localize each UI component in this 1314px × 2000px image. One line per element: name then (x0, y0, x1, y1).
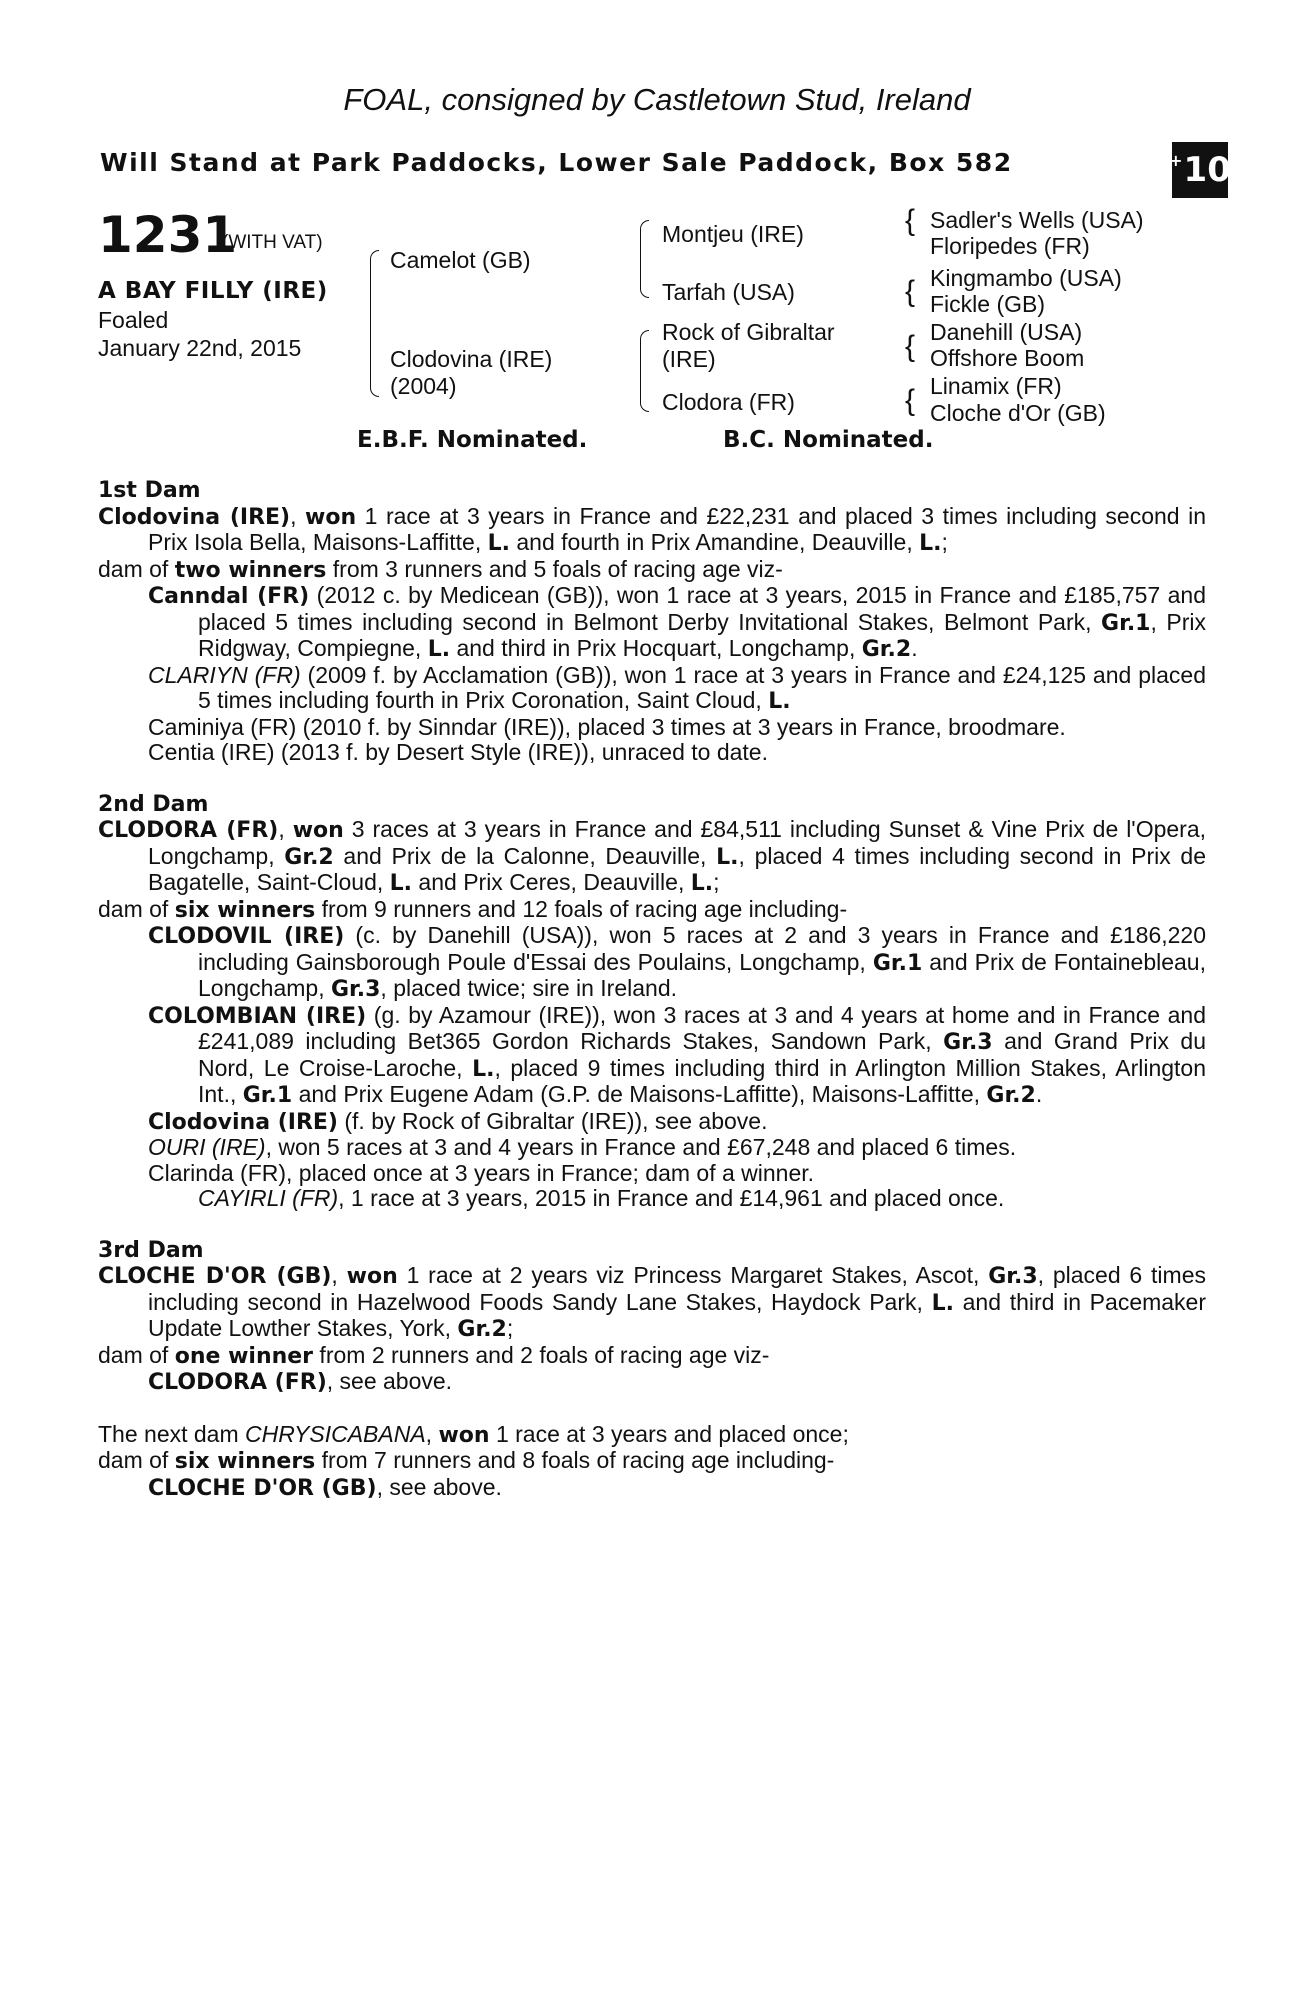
produce-entry (98, 1369, 1206, 1396)
ebf-nomination: E.B.F. Nominated. (357, 427, 588, 453)
won-label: won (305, 504, 357, 530)
produce-text: (2012 c. by Medicean (GB)), won 1 race at 3 years, 2015 in France and £185,757 and placed 5 times including second in Belmont Derby Invitational Stakes, Belmont Park, (198, 582, 1206, 635)
punctuation: ; (506, 1315, 514, 1341)
produce-text: and Prix de Fontainebleau, Longchamp, (198, 948, 1206, 1001)
dam-of-label: dam of (98, 1341, 175, 1368)
punctuation: , (425, 1420, 439, 1447)
produce-entry (98, 1109, 1206, 1136)
lot-badge (1169, 142, 1231, 198)
produce-name: COLOMBIAN (IRE) (148, 1003, 367, 1029)
catalogue-title: FOAL, consigned by Castletown Stud, Ireland (343, 82, 971, 117)
pedigree-sire: Camelot (GB) (390, 247, 531, 273)
pedigree-sire-dam: Tarfah (USA) (662, 279, 795, 305)
produce-text: (c. by Danehill (USA)), won 5 races at 2 and 3 years in France and £186,220 including Gainsborough Poule d'Essai des Poulains, Longchamp, (198, 922, 1206, 975)
dam-of-label: dam of (98, 1447, 175, 1473)
second-dam-produce-summary (98, 897, 1206, 924)
lot-number: 1231 (98, 206, 238, 264)
produce-text: , see above. (326, 1368, 453, 1394)
produce-text: , placed twice; sire in Ireland. (380, 975, 678, 1001)
first-dam-record: Clodovina (IRE), won 1 race at 3 years in France and £22,231 and placed 3 times including second in Prix Isola Bella, Maisons-Laffitte, L. and fourth in Prix Amandine, Deauville, L.; (98, 502, 1206, 556)
produce-name: Clodovina (IRE) (148, 1109, 338, 1135)
won-label: won (438, 1422, 490, 1448)
produce-name: OURI (IRE) (148, 1134, 266, 1160)
group-tag: Gr.2 (986, 1083, 1036, 1108)
pedigree-brace-2b (640, 330, 649, 412)
group-tag: Gr.3 (988, 1264, 1038, 1289)
record-text: and Prix Ceres, Deauville, (412, 869, 691, 895)
produce-text: , 1 race at 3 years, 2015 in France and £14,961 and placed once. (338, 1185, 1005, 1211)
produce-text: and third in Prix Hocquart, Longchamp, (450, 635, 862, 661)
won-label: won (346, 1264, 398, 1289)
pedigree-dam-sire-line2: (IRE) (662, 346, 716, 372)
group-tag: Gr.2 (284, 844, 334, 870)
next-dam-intro: The next dam (98, 1420, 246, 1447)
produce-text: from 3 runners and 5 foals of racing age viz- (326, 555, 783, 582)
produce-text: from 7 runners and 8 foals of racing age including- (315, 1447, 835, 1473)
produce-text: , Prix Ridgway, Compiegne, (198, 608, 1207, 661)
record-text: , placed 6 times including second in Hazelwood Foods Sandy Lane Stakes, Haydock Park, (148, 1262, 1206, 1315)
vat-note: (WITH VAT) (222, 232, 323, 253)
record-text: , placed 4 times including second in Prix de Bagatelle, Saint-Cloud, (148, 842, 1207, 895)
produce-text: (f. by Rock of Gibraltar (IRE)), see above. (337, 1107, 768, 1134)
produce-text: , placed 9 times including third in Arlington Million Stakes, Arlington Int., (198, 1054, 1207, 1107)
next-dam-record (98, 1422, 1206, 1449)
produce-text: and Prix Eugene Adam (G.P. de Maisons-Laffitte), Maisons-Laffitte, (292, 1081, 987, 1107)
pedigree-brace-3a: { (905, 204, 916, 237)
listed-tag: L. (931, 1290, 954, 1316)
third-dam-heading: 3rd Dam (98, 1237, 204, 1263)
third-dam-name: CLOCHE D'OR (GB) (98, 1264, 332, 1289)
listed-tag: L. (427, 637, 451, 662)
dam-of-label: dam of (98, 895, 175, 922)
second-dam-record: CLODORA (FR), won 3 races at 3 years in France and £84,511 including Sunset & Vine Prix de l'Opera, Longchamp, Gr.2 and Prix de la Calonne, Deauville, L., placed 4 times including second in Prix de Bagatelle, Saint-Cloud, L. and Prix Ceres, Deauville, L.; (98, 816, 1207, 896)
produce-text: , see above. (376, 1473, 502, 1500)
record-text: 3 races at 3 years in France and £84,511 including Sunset & Vine Prix de l'Opera, Longchamp, (148, 816, 1207, 869)
pedigree-dam-sire-line1: Rock of Gibraltar (662, 319, 835, 345)
first-dam-name: Clodovina (IRE) (98, 504, 291, 530)
pedigree-dsd: Offshore Boom (930, 345, 1085, 371)
record-text: 1 race at 3 years and placed once; (489, 1420, 849, 1447)
pedigree-dam-dam: Clodora (FR) (662, 389, 795, 415)
record-text: 1 race at 2 years viz Princess Margaret Stakes, Ascot, (397, 1262, 989, 1288)
bc-nomination: B.C. Nominated. (723, 427, 934, 453)
group-tag: Gr.1 (872, 950, 923, 976)
dam-of-label: dam of (98, 555, 175, 582)
group-tag: Gr.3 (943, 1030, 993, 1055)
pedigree-sss: Sadler's Wells (USA) (930, 207, 1144, 233)
listed-tag: L. (919, 531, 942, 556)
pedigree-brace-3d: { (905, 384, 916, 417)
produce-text: (g. by Azamour (IRE)), won 3 races at 3 and 4 years at home and in France and £241,089 including Bet365 Gordon Richards Stakes, Sandown Park, (198, 1001, 1206, 1054)
produce-entry (98, 1475, 1206, 1502)
group-tag: Gr.1 (1101, 610, 1151, 636)
winners-count: six winners (174, 1449, 316, 1474)
produce-entry (98, 923, 1206, 1003)
pedigree-dam-sire (662, 319, 835, 373)
pedigree-sire-sire: Montjeu (IRE) (662, 221, 804, 247)
first-dam-heading: 1st Dam (98, 478, 201, 503)
dam-history (98, 478, 1206, 1501)
group-tag: Gr.1 (242, 1083, 293, 1108)
produce-entry: Centia (IRE) (2013 f. by Desert Style (IRE)), unraced to date. (148, 739, 768, 765)
pedigree-brace-1 (370, 250, 379, 397)
record-text: 1 race at 3 years in France and £22,231 and placed 3 times including second in Prix Isola Bella, Maisons-Laffitte, (148, 502, 1206, 555)
second-dam-heading: 2nd Dam (98, 791, 209, 817)
produce-entry: Caminiya (FR) (2010 f. by Sinndar (IRE)), placed 3 times at 3 years in France, broodmare. (148, 713, 1066, 740)
foaled-date: January 22nd, 2015 (98, 335, 302, 361)
horse-name: A BAY FILLY (IRE) (98, 278, 328, 304)
group-tag: Gr.3 (330, 977, 381, 1002)
listed-tag: L. (389, 871, 413, 896)
listed-tag: L. (716, 844, 739, 870)
listed-tag: L. (487, 531, 510, 556)
produce-entry (98, 1135, 1206, 1161)
winners-count: one winner (174, 1343, 314, 1369)
pedigree-sds: Kingmambo (USA) (930, 265, 1122, 291)
produce-text: (2009 f. by Acclamation (GB)), won 1 race at 3 years in France and £24,125 and placed 5 times including fourth in Prix Coronation, Saint Cloud, (198, 661, 1206, 713)
won-label: won (292, 818, 344, 843)
next-dam-name: CHRYSICABANA (245, 1420, 426, 1447)
third-dam-record: CLOCHE D'OR (GB), won 1 race at 2 years viz Princess Margaret Stakes, Ascot, Gr.3, placed 6 times including second in Hazelwood Foods Sandy Lane Stakes, Haydock Park, L. and third in Pacemaker Update Lowther Stakes, York, Gr.2; (98, 1262, 1207, 1342)
winners-count: six winners (174, 897, 316, 923)
second-dam-name: CLODORA (FR) (98, 818, 279, 843)
foaled-info (98, 306, 301, 362)
pedigree-sdd: Fickle (GB) (930, 291, 1045, 317)
produce-name: CLODORA (FR) (148, 1370, 327, 1395)
punctuation: ; (713, 869, 720, 895)
record-text: and third in Pacemaker Update Lowther Stakes, York, (148, 1288, 1207, 1341)
stand-location: Will Stand at Park Paddocks, Lower Sale Paddock, Box 582 (100, 148, 1013, 177)
foaled-label: Foaled (98, 307, 169, 333)
produce-entry (98, 663, 1206, 715)
produce-name: CLODOVIL (IRE) (148, 924, 345, 949)
listed-tag: L. (690, 871, 714, 896)
pedigree-ssd: Floripedes (FR) (930, 233, 1090, 259)
produce-entry: Clarinda (FR), placed once at 3 years in France; dam of a winner. (148, 1159, 815, 1186)
produce-entry: COLOMBIAN (IRE) (g. by Azamour (IRE)), won 3 races at 3 and 4 years at home and in France and £241,089 including Bet365 Gordon Richards Stakes, Sandown Park, Gr.3 and Grand Prix du Nord, Le Croise-Laroche, L., placed 9 times including third in Arlington Million Stakes, Arlington Int., Gr.1 and Prix Eugene Adam (G.P. de Maisons-Laffitte), Maisons-Laffitte, Gr.2. (148, 1001, 1207, 1108)
record-text: and Prix de la Calonne, Deauville, (333, 842, 717, 869)
produce-name: CLARIYN (FR) (148, 661, 301, 688)
pedigree-dam-year: (2004) (390, 373, 457, 399)
pedigree-brace-3c: { (905, 330, 916, 363)
pedigree-dam-name: Clodovina (IRE) (390, 346, 553, 372)
next-dam-produce-summary (98, 1448, 1206, 1475)
produce-name: CLOCHE D'OR (GB) (148, 1475, 377, 1501)
first-dam-produce-summary (98, 557, 1206, 584)
produce-text: and Grand Prix du Nord, Le Croise-Laroche, (198, 1028, 1206, 1081)
pedigree-dds: Linamix (FR) (930, 373, 1062, 399)
listed-tag: L. (472, 1056, 495, 1082)
produce-name: CAYIRLI (FR) (198, 1185, 339, 1211)
produce-text: from 2 runners and 2 foals of racing age viz- (313, 1341, 770, 1368)
winners-count: two winners (174, 557, 327, 583)
third-dam-produce-summary (98, 1343, 1206, 1370)
produce-name: Canndal (FR) (148, 584, 310, 609)
badge-plus: + (1169, 150, 1183, 170)
produce-text: from 9 runners and 12 foals of racing age including- (315, 895, 848, 922)
pedigree-ddd: Cloche d'Or (GB) (930, 400, 1106, 426)
badge-number: 10 (1183, 150, 1231, 190)
pedigree-dss: Danehill (USA) (930, 319, 1083, 345)
listed-tag: L. (768, 689, 791, 714)
group-tag: Gr.2 (861, 637, 912, 662)
pedigree-dam (390, 346, 552, 400)
group-tag: Gr.2 (457, 1317, 507, 1342)
record-text: and fourth in Prix Amandine, Deauville, (510, 529, 920, 555)
pedigree-brace-3b: { (905, 275, 916, 308)
pedigree-brace-2a (640, 220, 649, 298)
produce-entry (98, 1186, 1206, 1212)
produce-entry: Canndal (FR) (2012 c. by Medicean (GB)), won 1 race at 3 years, 2015 in France and £185,757 and placed 5 times including second in Belmont Derby Invitational Stakes, Belmont Park, Gr.1, Prix Ridgway, Compiegne, L. and third in Prix Hocquart, Longchamp, Gr.2. (148, 582, 1207, 662)
produce-text: , won 5 races at 3 and 4 years in France and £67,248 and placed 6 times. (265, 1134, 1017, 1160)
